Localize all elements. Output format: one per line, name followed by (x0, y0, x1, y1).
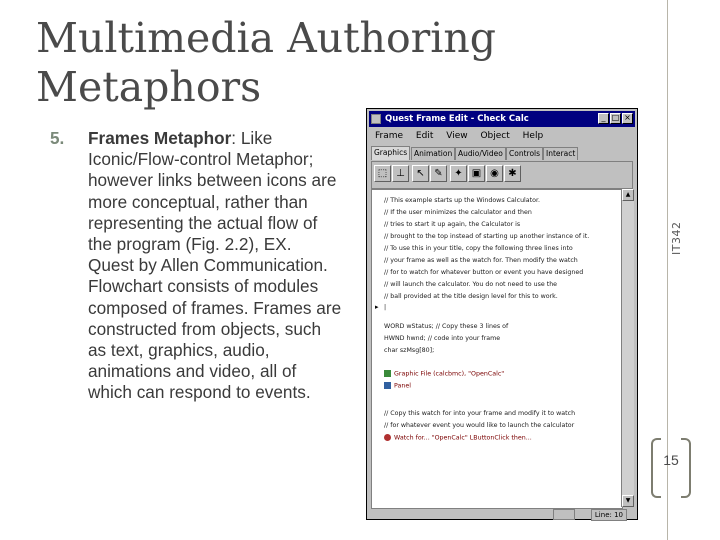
slide-title (36, 14, 506, 112)
bullet-number: 5. (50, 128, 65, 148)
tool-palette (371, 161, 633, 189)
select-tool-icon: ⬚ (374, 165, 391, 182)
watch-for-icon (384, 434, 391, 441)
bullet-rest: : Like Iconic/Flow-control Metaphor; however links between icons are more conceptual, rather than representing the actual flow of the program (Fig. 2.2), EX. Quest by Allen Communication. Flowchart consists of modules composed of frames. Frames are constructed from objects, such as text, graphics, audio, animations and video, all of which can respond to events. (88, 128, 342, 403)
slide-title-line2: Metaphors (36, 63, 262, 111)
window-title: Quest Frame Edit - Check Calc (385, 114, 529, 124)
code-line: WORD wStatus; // Copy these 3 lines of (384, 323, 509, 330)
menu-frame: Frame (375, 131, 404, 141)
line-number-status: Line: 10 (591, 509, 627, 521)
tab-controls: Controls (506, 147, 543, 160)
panel-object-line (384, 382, 411, 391)
page-number-badge (651, 438, 691, 494)
circle-tool-icon: ◉ (486, 165, 503, 182)
course-code: IT342 (670, 221, 683, 255)
status-panel (553, 509, 575, 520)
code-line: // your frame as well as the watch for. Then modify the watch (384, 257, 578, 264)
pen-tool-icon: ✎ (430, 165, 447, 182)
window-titlebar (369, 111, 635, 127)
bullet-bold: Frames Metaphor (88, 128, 232, 148)
page-bracket-right (681, 438, 691, 498)
paint-tool-icon: ▣ (468, 165, 485, 182)
shape-tool-icon: ✦ (450, 165, 467, 182)
tab-audio-video: Audio/Video (455, 147, 506, 160)
code-line: // To use this in your title, copy the following three lines into (384, 245, 573, 252)
code-line: // for whatever event you would like to launch the calculator (384, 422, 575, 429)
scroll-down-icon: ▼ (622, 495, 634, 507)
code-line: // brought to the top instead of starting up another instance of it. (384, 233, 590, 240)
code-line: // ball provided at the title design level for this to work. (384, 293, 558, 300)
watch-for-label: Watch for... "OpenCalc" LButtonClick then... (394, 434, 532, 442)
code-line: char szMsg[80]; (384, 347, 435, 354)
scroll-up-icon: ▲ (622, 189, 634, 201)
code-editor (371, 189, 623, 509)
code-line: HWND hwnd; // code into your frame (384, 335, 501, 342)
code-line: // will launch the calculator. You do not need to use the (384, 281, 558, 288)
code-line: // tries to start it up again, the Calculator is (384, 221, 521, 228)
pointer-tool-icon: ⊥ (392, 165, 409, 182)
current-line-marker-icon: ▸ (375, 303, 379, 311)
line-tool-icon: ↖ (412, 165, 429, 182)
menu-bar (369, 129, 635, 143)
menu-view: View (446, 131, 468, 141)
vertical-scrollbar (621, 189, 634, 507)
slide-title-line1: Multimedia Authoring (36, 14, 497, 62)
target-tool-icon: ✱ (504, 165, 521, 182)
minimize-button: _ (598, 113, 609, 124)
code-cursor-line: | (384, 304, 387, 311)
graphic-object-label: Graphic File (calcbmc), "OpenCalc" (394, 370, 505, 378)
watch-for-line (384, 434, 532, 443)
menu-object: Object (480, 131, 510, 141)
code-line: // Copy this watch for into your frame and modify it to watch (384, 410, 576, 417)
graphic-file-icon (384, 370, 391, 377)
panel-object-label: Panel (394, 382, 411, 390)
code-line: // for to watch for whatever button or event you have designed (384, 269, 584, 276)
bullet-point (50, 128, 342, 404)
tab-interact: Interact (543, 147, 578, 160)
bullet-text (88, 128, 342, 404)
page-number: 15 (663, 452, 679, 468)
graphic-object-line (384, 370, 504, 379)
code-line: // This example starts up the Windows Calculator. (384, 197, 541, 204)
code-line: // If the user minimizes the calculator and then (384, 209, 532, 216)
system-menu-icon (371, 114, 381, 124)
quest-window (366, 108, 638, 520)
tab-animation: Animation (411, 147, 455, 160)
page-bracket-left (651, 438, 661, 498)
panel-icon (384, 382, 391, 389)
menu-help: Help (522, 131, 544, 141)
status-bar (371, 509, 633, 519)
menu-edit: Edit (415, 131, 434, 141)
close-button: × (622, 113, 633, 124)
tab-bar (371, 147, 633, 160)
maximize-button: □ (611, 113, 620, 122)
tab-graphics: Graphics (371, 146, 410, 160)
